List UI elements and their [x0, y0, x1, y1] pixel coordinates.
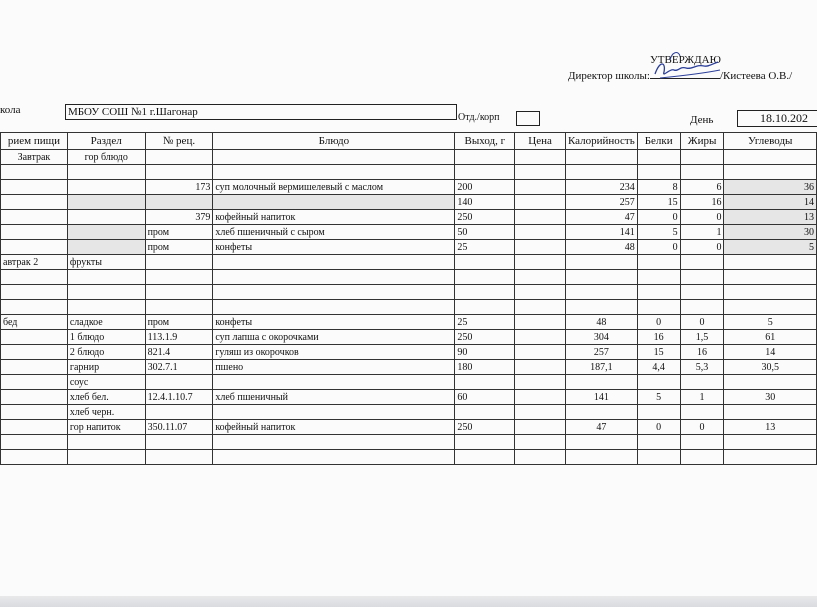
dish-cell: кофейный напиток — [213, 210, 455, 225]
table-row — [1, 420, 817, 435]
carb-cell — [724, 375, 817, 390]
output-cell: 200 — [455, 180, 515, 195]
section-cell: соус — [67, 375, 145, 390]
recipe-cell: пром — [145, 240, 213, 255]
dish-cell: пшено — [213, 360, 455, 375]
dish-cell: хлеб пшеничный — [213, 390, 455, 405]
table-row — [1, 270, 817, 285]
kcal-cell: 234 — [565, 180, 637, 195]
recipe-cell: 379 — [145, 210, 213, 225]
recipe-cell — [145, 405, 213, 420]
dish-cell: гуляш из окорочков — [213, 345, 455, 360]
fat-cell: 0 — [680, 315, 724, 330]
output-cell: 180 — [455, 360, 515, 375]
fat-cell: 16 — [680, 345, 724, 360]
output-cell: 90 — [455, 345, 515, 360]
school-name-field: МБОУ СОШ №1 г.Шагонар — [65, 104, 457, 120]
price-cell — [515, 195, 566, 210]
column-header: рием пищи — [1, 133, 68, 150]
fat-cell: 0 — [680, 420, 724, 435]
recipe-cell: 350.11.07 — [145, 420, 213, 435]
kcal-cell: 141 — [565, 390, 637, 405]
column-header: Углеводы — [724, 133, 817, 150]
protein-cell: 0 — [637, 210, 680, 225]
dept-field — [516, 111, 540, 126]
meal-cell: автрак 2 — [1, 255, 68, 270]
table-row — [1, 195, 817, 210]
price-cell — [515, 210, 566, 225]
fat-cell: 1 — [680, 390, 724, 405]
table-row — [1, 360, 817, 375]
output-cell: 25 — [455, 240, 515, 255]
output-cell: 50 — [455, 225, 515, 240]
carb-cell: 13 — [724, 210, 817, 225]
protein-cell — [637, 375, 680, 390]
menu-table — [0, 132, 817, 465]
carb-cell: 5 — [724, 240, 817, 255]
kcal-cell: 187,1 — [565, 360, 637, 375]
fat-cell: 5,3 — [680, 360, 724, 375]
carb-cell: 14 — [724, 345, 817, 360]
protein-cell — [637, 405, 680, 420]
protein-cell: 15 — [637, 345, 680, 360]
section-cell: гор напиток — [67, 420, 145, 435]
section-cell: 1 блюдо — [67, 330, 145, 345]
carb-cell: 36 — [724, 180, 817, 195]
column-header: Жиры — [680, 133, 724, 150]
protein-cell: 0 — [637, 420, 680, 435]
carb-cell: 61 — [724, 330, 817, 345]
dish-cell — [213, 195, 455, 210]
fat-cell: 6 — [680, 180, 724, 195]
carb-cell: 30,5 — [724, 360, 817, 375]
section-cell: 2 блюдо — [67, 345, 145, 360]
table-row — [1, 210, 817, 225]
signature-icon — [600, 40, 730, 90]
day-label: День — [690, 114, 714, 126]
price-cell — [515, 180, 566, 195]
dept-label: Отд./корп — [458, 112, 500, 123]
output-cell — [455, 375, 515, 390]
table-row — [1, 345, 817, 360]
column-header: Блюдо — [213, 133, 455, 150]
fat-cell — [680, 375, 724, 390]
dish-cell: суп лапша с окорочками — [213, 330, 455, 345]
table-row — [1, 330, 817, 345]
kcal-cell: 257 — [565, 195, 637, 210]
carb-cell: 14 — [724, 195, 817, 210]
section-cell: гор блюдо — [67, 150, 145, 165]
fat-cell: 0 — [680, 240, 724, 255]
recipe-cell: пром — [145, 225, 213, 240]
carb-cell: 13 — [724, 420, 817, 435]
protein-cell: 15 — [637, 195, 680, 210]
carb-cell — [724, 405, 817, 420]
column-header: Выход, г — [455, 133, 515, 150]
output-cell: 250 — [455, 420, 515, 435]
section-cell: гарнир — [67, 360, 145, 375]
fat-cell: 0 — [680, 210, 724, 225]
meal-cell: Завтрак — [1, 150, 68, 165]
recipe-cell: 173 — [145, 180, 213, 195]
protein-cell: 16 — [637, 330, 680, 345]
table-row — [1, 315, 817, 330]
dish-cell — [213, 405, 455, 420]
table-row — [1, 225, 817, 240]
kcal-cell: 304 — [565, 330, 637, 345]
kcal-cell: 48 — [565, 315, 637, 330]
kcal-cell: 257 — [565, 345, 637, 360]
column-header: № рец. — [145, 133, 213, 150]
protein-cell: 0 — [637, 315, 680, 330]
carb-cell: 30 — [724, 390, 817, 405]
dish-cell: суп молочный вермишелевый с маслом — [213, 180, 455, 195]
approval-heading: УТВЕРЖДАЮ — [650, 54, 721, 66]
dish-cell: конфеты — [213, 315, 455, 330]
section-cell: сладкое — [67, 315, 145, 330]
output-cell: 250 — [455, 210, 515, 225]
table-header-row — [1, 133, 817, 150]
recipe-cell — [145, 195, 213, 210]
kcal-cell — [565, 405, 637, 420]
column-header: Белки — [637, 133, 680, 150]
recipe-cell: 302.7.1 — [145, 360, 213, 375]
protein-cell: 8 — [637, 180, 680, 195]
protein-cell: 0 — [637, 240, 680, 255]
recipe-cell: 12.4.1.10.7 — [145, 390, 213, 405]
dish-cell — [213, 375, 455, 390]
table-row — [1, 375, 817, 390]
section-cell: хлеб бел. — [67, 390, 145, 405]
recipe-cell: пром — [145, 315, 213, 330]
page-bottom-edge — [0, 596, 817, 607]
kcal-cell — [565, 375, 637, 390]
date-field: 18.10.202 — [737, 110, 817, 127]
table-row — [1, 450, 817, 465]
fat-cell: 16 — [680, 195, 724, 210]
protein-cell: 4,4 — [637, 360, 680, 375]
table-row — [1, 180, 817, 195]
dish-cell: конфеты — [213, 240, 455, 255]
price-cell — [515, 240, 566, 255]
recipe-cell — [145, 375, 213, 390]
director-name: /Кистеева О.В./ — [719, 70, 793, 82]
meal-cell: бед — [1, 315, 68, 330]
column-header: Цена — [515, 133, 566, 150]
fat-cell: 1,5 — [680, 330, 724, 345]
price-cell — [515, 225, 566, 240]
kcal-cell: 48 — [565, 240, 637, 255]
output-cell: 140 — [455, 195, 515, 210]
output-cell: 250 — [455, 330, 515, 345]
table-row — [1, 405, 817, 420]
table-row — [1, 255, 817, 270]
dish-cell: кофейный напиток — [213, 420, 455, 435]
column-header: Раздел — [67, 133, 145, 150]
table-row — [1, 285, 817, 300]
protein-cell: 5 — [637, 225, 680, 240]
section-cell: хлеб черн. — [67, 405, 145, 420]
output-cell: 60 — [455, 390, 515, 405]
output-cell: 25 — [455, 315, 515, 330]
director-prefix: Директор школы: — [568, 70, 650, 82]
table-row — [1, 435, 817, 450]
table-row — [1, 240, 817, 255]
kcal-cell: 47 — [565, 420, 637, 435]
carb-cell: 30 — [724, 225, 817, 240]
table-row — [1, 150, 817, 165]
output-cell — [455, 405, 515, 420]
dish-cell: хлеб пшеничный с сыром — [213, 225, 455, 240]
recipe-cell: 113.1.9 — [145, 330, 213, 345]
section-cell: фрукты — [67, 255, 145, 270]
recipe-cell: 821.4 — [145, 345, 213, 360]
school-label: кола — [0, 104, 21, 116]
column-header: Калорийность — [565, 133, 637, 150]
kcal-cell: 47 — [565, 210, 637, 225]
kcal-cell: 141 — [565, 225, 637, 240]
table-row — [1, 390, 817, 405]
fat-cell: 1 — [680, 225, 724, 240]
carb-cell: 5 — [724, 315, 817, 330]
fat-cell — [680, 405, 724, 420]
protein-cell: 5 — [637, 390, 680, 405]
